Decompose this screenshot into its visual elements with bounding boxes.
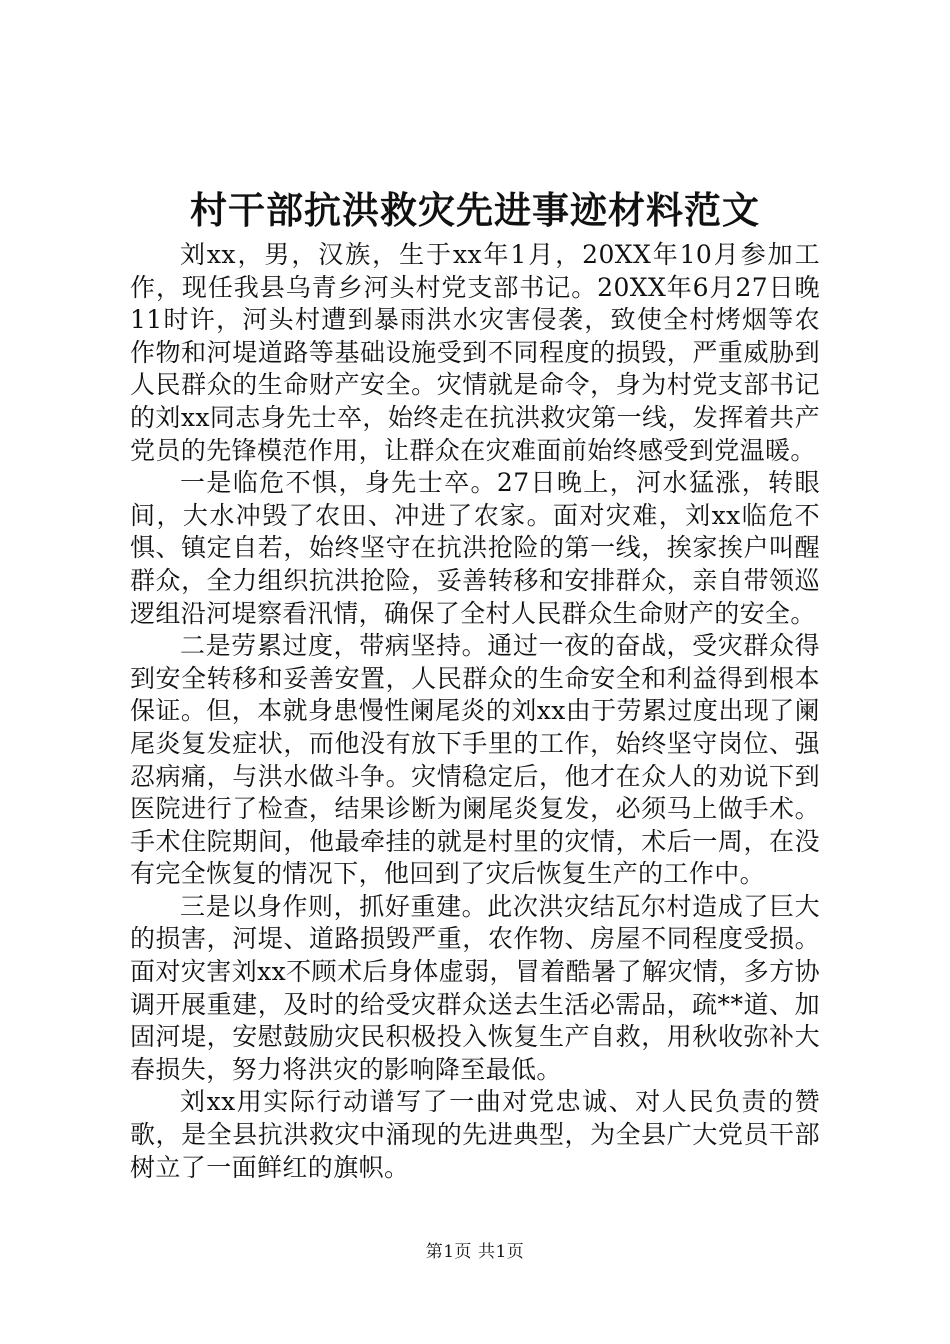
paragraph-point-one: 一是临危不惧，身先士卒。27日晚上，河水猛涨，转眼间，大水冲毁了农田、冲进了农家。面对灾难，刘xx临危不惧、镇定自若，始终坚守在抗洪抢险的第一线，挨家挨户叫醒群众，全力组织抗洪抢险，妥善转移和安排群众，亲自带领巡逻组沿河堤察看汛情，确保了全村人民群众生命财产的安全。 (130, 468, 820, 628)
page-number-footer: 第1页 共1页 (425, 1242, 525, 1262)
document-body (130, 239, 820, 1184)
paragraph-point-two: 二是劳累过度，带病坚持。通过一夜的奋战，受灾群众得到安全转移和妥善安置，人民群众的生命安全和利益得到根本保证。但，本就身患慢性阑尾炎的刘xx由于劳累过度出现了阑尾炎复发症状，而他没有放下手里的工作，始终坚守岗位、强忍病痛，与洪水做斗争。灾情稳定后，他才在众人的劝说下到医院进行了检查，结果诊断为阑尾炎复发，必须马上做手术。手术住院期间，他最牵挂的就是村里的灾情，术后一周，在没有完全恢复的情况下，他回到了灾后恢复生产的工作中。 (130, 631, 820, 889)
paragraph-intro: 刘xx，男，汉族，生于xx年1月，20XX年10月参加工作，现任我县乌青乡河头村党支部书记。20XX年6月27日晚11时许，河头村遭到暴雨洪水灾害侵袭，致使全村烤烟等农作物和河堤道路等基础设施受到不同程度的损毁，严重威胁到人民群众的生命财产安全。灾情就是命令，身为村党支部书记的刘xx同志身先士卒，始终走在抗洪救灾第一线，发挥着共产党员的先锋模范作用，让群众在灾难面前始终感受到党温暖。 (130, 240, 820, 465)
document-title: 村干部抗洪救灾先进事迹材料范文 (190, 188, 760, 232)
paragraph-point-three: 三是以身作则，抓好重建。此次洪灾结瓦尔村造成了巨大的损害，河堤、道路损毁严重，农作物、房屋不同程度受损。面对灾害刘xx不顾术后身体虚弱，冒着酷暑了解灾情，多方协调开展重建，及时的给受灾群众送去生活必需品，疏**道、加固河堤，安慰鼓励灾民积极投入恢复生产自救，用秋收弥补大春损失，努力将洪灾的影响降至最低。 (130, 891, 820, 1084)
paragraph-conclusion: 刘xx用实际行动谱写了一曲对党忠诚、对人民负责的赞歌，是全县抗洪救灾中涌现的先进典型，为全县广大党员干部树立了一面鲜红的旗帜。 (130, 1087, 820, 1182)
